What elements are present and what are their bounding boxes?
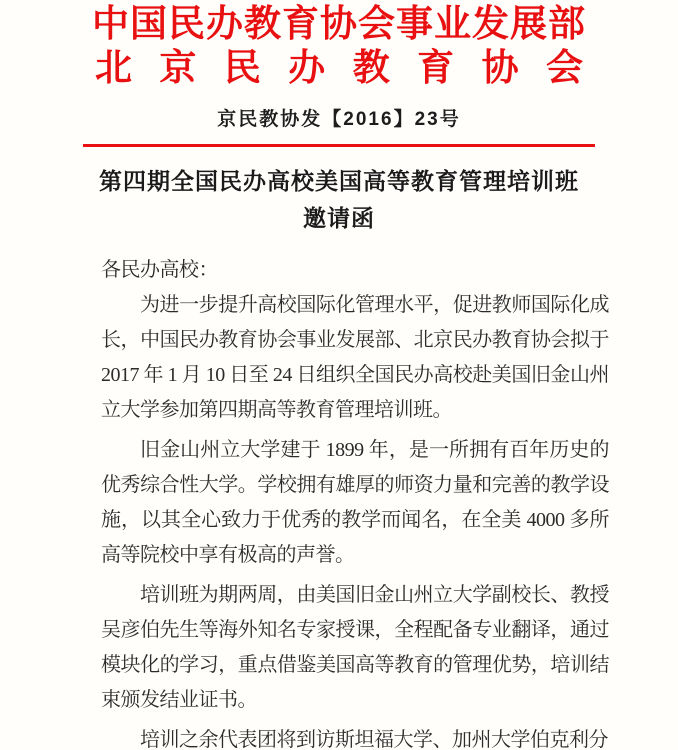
paragraph: 旧金山州立大学建于 1899 年，是一所拥有百年历史的优秀综合性大学。学校拥有雄厚的师资力量和完善的教学设施，以其全心致力于优秀的教学而闻名，在全美 4000 多所高等院校中享有极高的声誉。 (101, 439, 609, 566)
body-paragraphs (101, 288, 609, 750)
issuer-name-line2: 北京民办教育协会 (95, 48, 583, 89)
document-body (101, 253, 609, 750)
title-line2: 邀请函 (303, 205, 375, 231)
paragraph: 培训班为期两周，由美国旧金山州立大学副校长、教授吴彦伯先生等海外知名专家授课，全程配备专业翻译，通过模块化的学习，重点借鉴美国高等教育的管理优势，培训结束颁发结业证书。 (101, 584, 609, 711)
issuer-name-line1: 中国民办教育协会事业发展部 (92, 4, 586, 45)
red-divider-line (83, 144, 595, 147)
document-number: 京民教协发【2016】23号 (217, 109, 461, 130)
title-line1: 第四期全国民办高校美国高等教育管理培训班 (99, 168, 579, 194)
paragraph: 为进一步提升高校国际化管理水平，促进教师国际化成长，中国民办教育协会事业发展部、北京民办教育协会拟于 2017 年 1 月 10 日至 24 日组织全国民办高校赴美国旧金山州立大学参加第四期高等教育管理培训班。 (101, 294, 609, 421)
paragraph: 培训之余代表团将到访斯坦福大学、加州大学伯克利分 (140, 729, 608, 750)
letterhead (0, 0, 678, 91)
salutation: 各民办高校： (101, 259, 218, 281)
document-title (0, 163, 678, 237)
